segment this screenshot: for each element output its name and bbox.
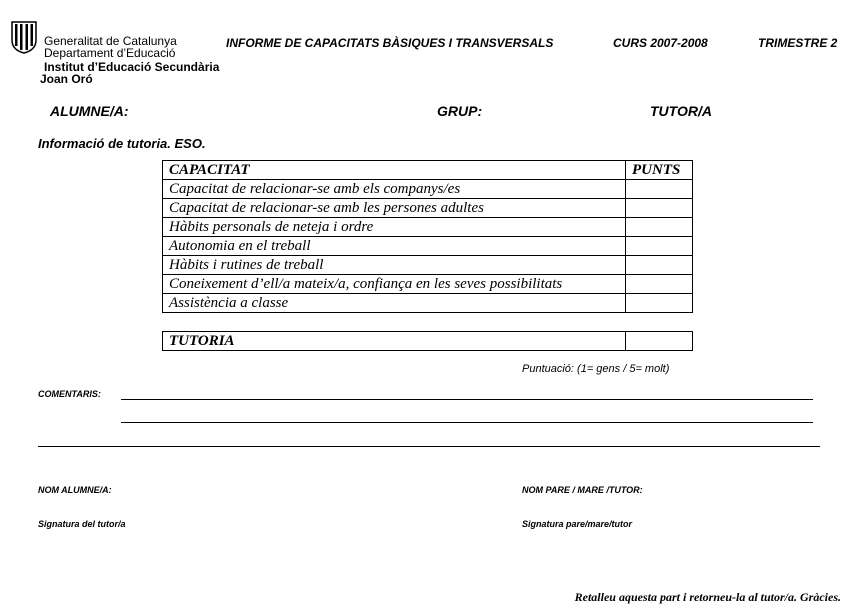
- generalitat-logo-icon: [10, 20, 38, 54]
- table-row: [163, 294, 693, 313]
- capacity-cell: Capacitat de relacionar-se amb els companys/es: [163, 180, 626, 199]
- capacity-cell: Autonomia en el treball: [163, 237, 626, 256]
- tutor-signature-label: Signatura del tutor/a: [38, 519, 126, 529]
- points-cell[interactable]: [626, 256, 693, 275]
- scoring-legend: Puntuació: (1= gens / 5= molt): [522, 363, 670, 375]
- capacities-table: [162, 160, 693, 313]
- points-cell[interactable]: [626, 218, 693, 237]
- points-cell[interactable]: [626, 199, 693, 218]
- capacity-column-header: CAPACITAT: [163, 161, 626, 180]
- org-name: Generalitat de Catalunya: [44, 34, 177, 48]
- parent-name-label: NOM PARE / MARE /TUTOR:: [522, 485, 643, 495]
- capacity-cell: Coneixement d’ell/a mateix/a, confiança en les seves possibilitats: [163, 275, 626, 294]
- tutoria-points-cell[interactable]: [626, 332, 693, 351]
- tutoria-table: [162, 331, 693, 351]
- points-cell[interactable]: [626, 180, 693, 199]
- term: TRIMESTRE 2: [758, 36, 838, 50]
- section-title: Informació de tutoria. ESO.: [38, 136, 206, 151]
- comments-line[interactable]: [121, 399, 813, 400]
- points-cell[interactable]: [626, 294, 693, 313]
- comments-line[interactable]: [121, 422, 813, 423]
- tutoria-row: [163, 332, 693, 351]
- table-row: [163, 275, 693, 294]
- tutor-field-label: TUTOR/A: [650, 103, 712, 119]
- footer-note: Retalleu aquesta part i retorneu-la al tutor/a. Gràcies.: [574, 590, 841, 604]
- comments-label: COMENTARIS:: [38, 389, 101, 399]
- tutoria-label: TUTORIA: [163, 332, 626, 351]
- table-row: [163, 180, 693, 199]
- report-title: INFORME DE CAPACITATS BÀSIQUES I TRANSVERSALS: [226, 36, 554, 50]
- capacity-cell: Hàbits personals de neteja i ordre: [163, 218, 626, 237]
- table-header-row: [163, 161, 693, 180]
- capacity-cell: Hàbits i rutines de treball: [163, 256, 626, 275]
- points-column-header: PUNTS: [626, 161, 693, 180]
- capacity-cell: Assistència a classe: [163, 294, 626, 313]
- student-field-label: ALUMNE/A:: [50, 103, 129, 119]
- department-name: Departament d’Educació: [44, 46, 176, 60]
- parent-signature-label: Signatura pare/mare/tutor: [522, 519, 633, 529]
- table-row: [163, 256, 693, 275]
- institute-type: Institut d’Educació Secundària: [44, 60, 220, 74]
- table-row: [163, 237, 693, 256]
- group-field-label: GRUP:: [437, 103, 483, 119]
- capacity-cell: Capacitat de relacionar-se amb les persones adultes: [163, 199, 626, 218]
- table-row: [163, 218, 693, 237]
- course-year: CURS 2007-2008: [613, 36, 708, 50]
- institute-name: Joan Oró: [40, 72, 93, 86]
- cut-line-divider: [38, 446, 820, 447]
- student-name-label: NOM ALUMNE/A:: [38, 485, 112, 495]
- points-cell[interactable]: [626, 237, 693, 256]
- table-row: [163, 199, 693, 218]
- points-cell[interactable]: [626, 275, 693, 294]
